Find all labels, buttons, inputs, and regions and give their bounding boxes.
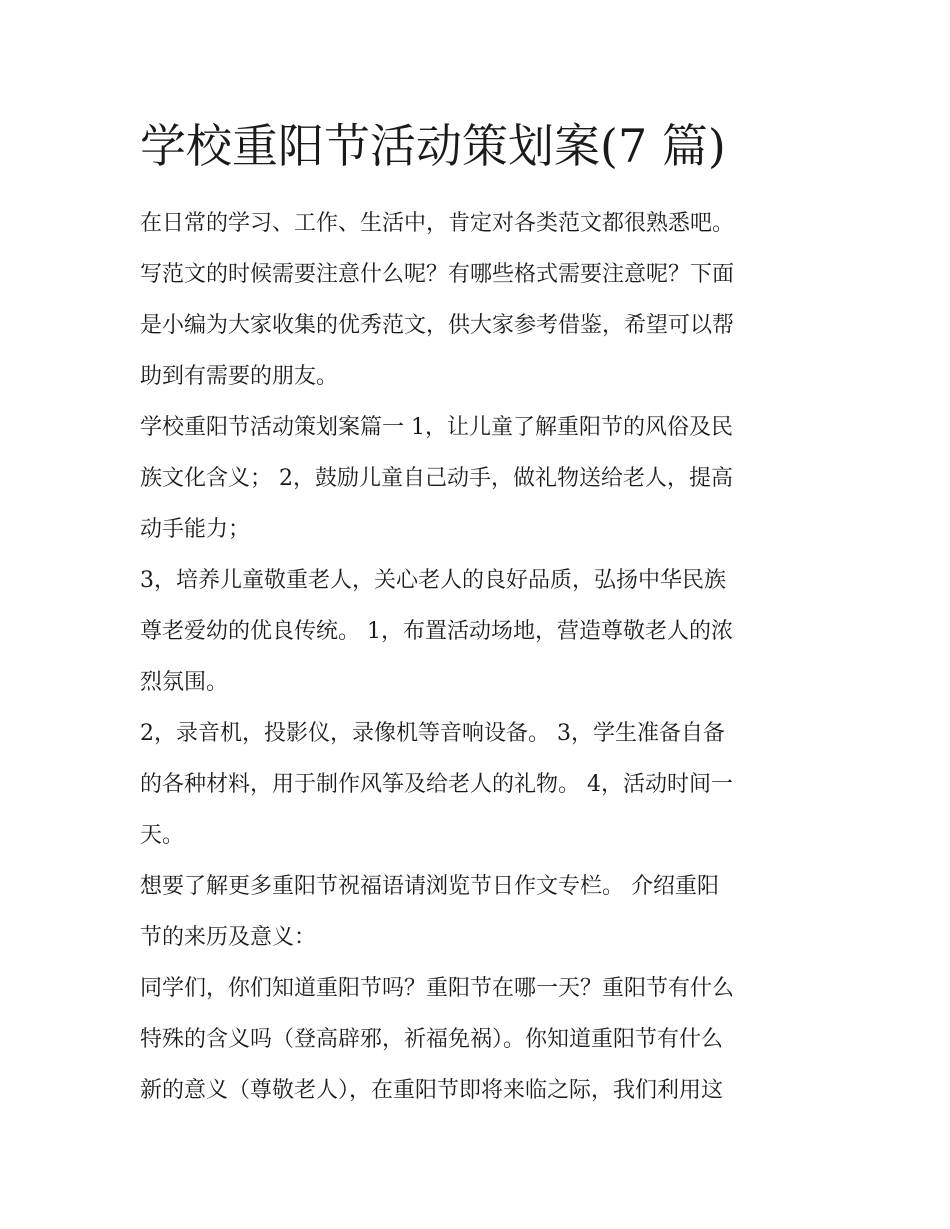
text-line: 是小编为大家收集的优秀范文，供大家参考借鉴，希望可以帮 bbox=[140, 313, 735, 338]
text-line: 2，录音机，投影仪，录像机等音响设备。 3，学生准备自备 bbox=[140, 721, 725, 746]
text-line: 尊老爱幼的优良传统。 1，布置活动场地，营造尊敬老人的浓 bbox=[140, 619, 733, 644]
text-line: 想要了解更多重阳节祝福语请浏览节日作文专栏。 介绍重阳 bbox=[140, 874, 719, 899]
paragraph-introduction-speech bbox=[140, 963, 812, 1116]
text-line: 同学们，你们知道重阳节吗？重阳节在哪一天？重阳节有什么 bbox=[140, 976, 735, 1001]
text-line: 在日常的学习、工作、生活中，肯定对各类范文都很熟悉吧。 bbox=[140, 211, 735, 236]
document-body bbox=[140, 198, 812, 1116]
text-line: 族文化含义； 2，鼓励儿童自己动手，做礼物送给老人，提高 bbox=[140, 466, 733, 491]
text-line: 新的意义（尊敬老人），在重阳节即将来临之际，我们利用这 bbox=[140, 1078, 724, 1103]
paragraph-intro bbox=[140, 198, 812, 402]
text-line: 特殊的含义吗（登高辟邪，祈福免祸）。你知道重阳节有什么 bbox=[140, 1027, 724, 1052]
document-title: 学校重阳节活动策划案(7 篇) bbox=[140, 119, 726, 173]
text-line: 节的来历及意义： bbox=[140, 925, 317, 950]
paragraph-preparation bbox=[140, 555, 812, 708]
text-line: 天。 bbox=[140, 823, 185, 848]
text-line: 助到有需要的朋友。 bbox=[140, 364, 339, 389]
text-line: 的各种材料，用于制作风筝及给老人的礼物。 4，活动时间一 bbox=[140, 772, 733, 797]
paragraph-goals bbox=[140, 402, 812, 555]
text-line: 学校重阳节活动策划案篇一 1，让儿童了解重阳节的风俗及民 bbox=[140, 415, 733, 440]
text-line: 写范文的时候需要注意什么呢？有哪些格式需要注意呢？下面 bbox=[140, 262, 735, 287]
paragraph-more-info bbox=[140, 861, 812, 963]
text-line: 烈氛围。 bbox=[140, 670, 229, 695]
text-line: 3，培养儿童敬重老人，关心老人的良好品质，弘扬中华民族 bbox=[140, 568, 726, 593]
paragraph-materials bbox=[140, 708, 812, 861]
text-line: 动手能力； bbox=[140, 517, 251, 542]
